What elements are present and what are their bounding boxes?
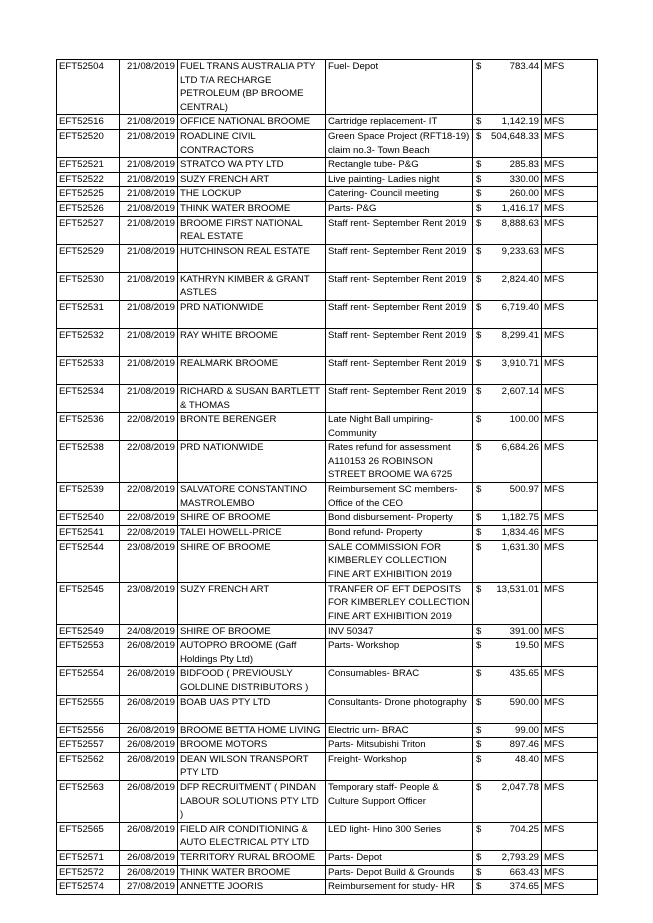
payment-amount: 6,719.40 bbox=[484, 300, 542, 328]
payment-description: Staff rent- September Rent 2019 bbox=[326, 300, 473, 328]
payment-ref: EFT52553 bbox=[57, 639, 120, 667]
payment-description: Staff rent- September Rent 2019 bbox=[326, 244, 473, 272]
payment-amount: 2,047.78 bbox=[484, 781, 542, 823]
fund-code: MFS bbox=[542, 511, 598, 526]
payment-amount: 8,888.63 bbox=[484, 216, 542, 244]
currency-symbol: $ bbox=[473, 356, 484, 384]
table-row bbox=[57, 413, 598, 441]
payment-ref: EFT52571 bbox=[57, 850, 120, 865]
table-row bbox=[57, 158, 598, 173]
currency-symbol: $ bbox=[473, 187, 484, 202]
payment-amount: 2,607.14 bbox=[484, 384, 542, 412]
payment-amount: 1,631.30 bbox=[484, 540, 542, 582]
currency-symbol: $ bbox=[473, 272, 484, 300]
payee-name: FIELD AIR CONDITIONING & AUTO ELECTRICAL PTY LTD bbox=[178, 822, 326, 850]
fund-code: MFS bbox=[542, 384, 598, 412]
table-row bbox=[57, 356, 598, 384]
payee-name: AUTOPRO BROOME (Gaff Holdings Pty Ltd) bbox=[178, 639, 326, 667]
table-row bbox=[57, 172, 598, 187]
payment-date: 21/08/2019 bbox=[120, 129, 178, 157]
payment-amount: 48.40 bbox=[484, 752, 542, 780]
payment-date: 22/08/2019 bbox=[120, 483, 178, 511]
payment-description: Staff rent- September Rent 2019 bbox=[326, 272, 473, 300]
table-row bbox=[57, 624, 598, 639]
payee-name: SUZY FRENCH ART bbox=[178, 172, 326, 187]
payment-amount: 13,531.01 bbox=[484, 582, 542, 624]
payment-description: Consumables- BRAC bbox=[326, 667, 473, 695]
payment-date: 21/08/2019 bbox=[120, 216, 178, 244]
table-row bbox=[57, 582, 598, 624]
payee-name: BROOME FIRST NATIONAL REAL ESTATE bbox=[178, 216, 326, 244]
payee-name: SALVATORE CONSTANTINO MASTROLEMBO bbox=[178, 483, 326, 511]
fund-code: MFS bbox=[542, 158, 598, 173]
table-row bbox=[57, 639, 598, 667]
payment-ref: EFT52541 bbox=[57, 526, 120, 541]
table-row bbox=[57, 511, 598, 526]
payment-ref: EFT52574 bbox=[57, 880, 120, 895]
payment-date: 26/08/2019 bbox=[120, 822, 178, 850]
payment-date: 27/08/2019 bbox=[120, 880, 178, 895]
payment-description: Consultants- Drone photography bbox=[326, 695, 473, 723]
fund-code: MFS bbox=[542, 216, 598, 244]
fund-code: MFS bbox=[542, 172, 598, 187]
currency-symbol: $ bbox=[473, 695, 484, 723]
payment-ref: EFT52534 bbox=[57, 384, 120, 412]
table-row bbox=[57, 865, 598, 880]
table-row bbox=[57, 526, 598, 541]
payment-ref: EFT52525 bbox=[57, 187, 120, 202]
currency-symbol: $ bbox=[473, 511, 484, 526]
payment-ref: EFT52527 bbox=[57, 216, 120, 244]
payment-date: 26/08/2019 bbox=[120, 639, 178, 667]
currency-symbol: $ bbox=[473, 822, 484, 850]
currency-symbol: $ bbox=[473, 667, 484, 695]
payment-description: TRANFER OF EFT DEPOSITS FOR KIMBERLEY COLLECTION FINE ART EXHIBITION 2019 bbox=[326, 582, 473, 624]
payment-date: 26/08/2019 bbox=[120, 695, 178, 723]
payment-date: 23/08/2019 bbox=[120, 540, 178, 582]
payment-date: 26/08/2019 bbox=[120, 667, 178, 695]
table-row bbox=[57, 738, 598, 753]
payee-name: RICHARD & SUSAN BARTLETT & THOMAS bbox=[178, 384, 326, 412]
payment-ref: EFT52563 bbox=[57, 781, 120, 823]
payment-amount: 1,182.75 bbox=[484, 511, 542, 526]
payment-ref: EFT52521 bbox=[57, 158, 120, 173]
payment-amount: 6,684.26 bbox=[484, 441, 542, 483]
fund-code: MFS bbox=[542, 752, 598, 780]
payment-ref: EFT52516 bbox=[57, 115, 120, 130]
payment-description: Parts- Mitsubishi Triton bbox=[326, 738, 473, 753]
payment-description: Reimbursement for study- HR bbox=[326, 880, 473, 895]
table-row bbox=[57, 822, 598, 850]
table-row bbox=[57, 850, 598, 865]
payment-date: 21/08/2019 bbox=[120, 115, 178, 130]
currency-symbol: $ bbox=[473, 244, 484, 272]
payee-name: BROOME BETTA HOME LIVING bbox=[178, 723, 326, 738]
currency-symbol: $ bbox=[473, 441, 484, 483]
payment-ref: EFT52565 bbox=[57, 822, 120, 850]
table-row bbox=[57, 781, 598, 823]
payment-description: Staff rent- September Rent 2019 bbox=[326, 356, 473, 384]
payment-amount: 3,910.71 bbox=[484, 356, 542, 384]
currency-symbol: $ bbox=[473, 115, 484, 130]
currency-symbol: $ bbox=[473, 582, 484, 624]
payment-description: Parts- P&G bbox=[326, 201, 473, 216]
payment-date: 21/08/2019 bbox=[120, 172, 178, 187]
payee-name: TALEI HOWELL-PRICE bbox=[178, 526, 326, 541]
payment-amount: 260.00 bbox=[484, 187, 542, 202]
fund-code: MFS bbox=[542, 441, 598, 483]
payment-ref: EFT52531 bbox=[57, 300, 120, 328]
payee-name: RAY WHITE BROOME bbox=[178, 328, 326, 356]
payment-date: 22/08/2019 bbox=[120, 526, 178, 541]
payee-name: SHIRE OF BROOME bbox=[178, 624, 326, 639]
payments-table bbox=[56, 59, 598, 895]
payment-date: 21/08/2019 bbox=[120, 158, 178, 173]
payment-description: Staff rent- September Rent 2019 bbox=[326, 328, 473, 356]
currency-symbol: $ bbox=[473, 201, 484, 216]
fund-code: MFS bbox=[542, 880, 598, 895]
currency-symbol: $ bbox=[473, 328, 484, 356]
payment-ref: EFT52557 bbox=[57, 738, 120, 753]
currency-symbol: $ bbox=[473, 129, 484, 157]
fund-code: MFS bbox=[542, 624, 598, 639]
payment-date: 23/08/2019 bbox=[120, 582, 178, 624]
payment-amount: 1,834.46 bbox=[484, 526, 542, 541]
payment-amount: 285.83 bbox=[484, 158, 542, 173]
payments-sheet bbox=[56, 59, 598, 895]
payment-amount: 663.43 bbox=[484, 865, 542, 880]
currency-symbol: $ bbox=[473, 624, 484, 639]
payment-amount: 704.25 bbox=[484, 822, 542, 850]
payment-description: Parts- Depot bbox=[326, 850, 473, 865]
payee-name: SUZY FRENCH ART bbox=[178, 582, 326, 624]
payment-date: 21/08/2019 bbox=[120, 300, 178, 328]
fund-code: MFS bbox=[542, 865, 598, 880]
fund-code: MFS bbox=[542, 328, 598, 356]
table-row bbox=[57, 60, 598, 115]
payment-amount: 783.44 bbox=[484, 60, 542, 115]
payment-ref: EFT52545 bbox=[57, 582, 120, 624]
payment-amount: 435.65 bbox=[484, 667, 542, 695]
payment-amount: 100.00 bbox=[484, 413, 542, 441]
payment-date: 21/08/2019 bbox=[120, 201, 178, 216]
currency-symbol: $ bbox=[473, 723, 484, 738]
table-row bbox=[57, 328, 598, 356]
payment-amount: 99.00 bbox=[484, 723, 542, 738]
fund-code: MFS bbox=[542, 129, 598, 157]
fund-code: MFS bbox=[542, 695, 598, 723]
fund-code: MFS bbox=[542, 483, 598, 511]
payment-date: 21/08/2019 bbox=[120, 384, 178, 412]
payee-name: HUTCHINSON REAL ESTATE bbox=[178, 244, 326, 272]
payment-ref: EFT52533 bbox=[57, 356, 120, 384]
currency-symbol: $ bbox=[473, 865, 484, 880]
fund-code: MFS bbox=[542, 60, 598, 115]
payee-name: BIDFOOD ( PREVIOUSLY GOLDLINE DISTRIBUTORS ) bbox=[178, 667, 326, 695]
payment-date: 21/08/2019 bbox=[120, 356, 178, 384]
payment-ref: EFT52562 bbox=[57, 752, 120, 780]
currency-symbol: $ bbox=[473, 738, 484, 753]
payment-description: Bond refund- Property bbox=[326, 526, 473, 541]
payment-ref: EFT52556 bbox=[57, 723, 120, 738]
payment-date: 26/08/2019 bbox=[120, 781, 178, 823]
payment-ref: EFT52549 bbox=[57, 624, 120, 639]
payment-date: 21/08/2019 bbox=[120, 244, 178, 272]
payment-ref: EFT52572 bbox=[57, 865, 120, 880]
currency-symbol: $ bbox=[473, 483, 484, 511]
currency-symbol: $ bbox=[473, 752, 484, 780]
currency-symbol: $ bbox=[473, 850, 484, 865]
payee-name: FUEL TRANS AUSTRALIA PTY LTD T/A RECHARGE PETROLEUM (BP BROOME CENTRAL) bbox=[178, 60, 326, 115]
fund-code: MFS bbox=[542, 822, 598, 850]
fund-code: MFS bbox=[542, 413, 598, 441]
payee-name: BROOME MOTORS bbox=[178, 738, 326, 753]
currency-symbol: $ bbox=[473, 540, 484, 582]
payment-amount: 2,793.29 bbox=[484, 850, 542, 865]
payment-description: Rates refund for assessment A110153 26 ROBINSON STREET BROOME WA 6725 bbox=[326, 441, 473, 483]
table-row bbox=[57, 115, 598, 130]
payment-description: Rectangle tube- P&G bbox=[326, 158, 473, 173]
fund-code: MFS bbox=[542, 115, 598, 130]
currency-symbol: $ bbox=[473, 413, 484, 441]
table-row bbox=[57, 723, 598, 738]
table-row bbox=[57, 384, 598, 412]
payment-ref: EFT52539 bbox=[57, 483, 120, 511]
currency-symbol: $ bbox=[473, 60, 484, 115]
currency-symbol: $ bbox=[473, 526, 484, 541]
payee-name: ANNETTE JOORIS bbox=[178, 880, 326, 895]
payment-date: 26/08/2019 bbox=[120, 865, 178, 880]
table-row bbox=[57, 187, 598, 202]
payee-name: DFP RECRUITMENT ( PINDAN LABOUR SOLUTIONS PTY LTD ) bbox=[178, 781, 326, 823]
fund-code: MFS bbox=[542, 781, 598, 823]
payment-description: Late Night Ball umpiring- Community bbox=[326, 413, 473, 441]
payment-date: 21/08/2019 bbox=[120, 60, 178, 115]
table-row bbox=[57, 483, 598, 511]
payee-name: STRATCO WA PTY LTD bbox=[178, 158, 326, 173]
payment-description: Staff rent- September Rent 2019 bbox=[326, 216, 473, 244]
payment-date: 22/08/2019 bbox=[120, 413, 178, 441]
payee-name: ROADLINE CIVIL CONTRACTORS bbox=[178, 129, 326, 157]
fund-code: MFS bbox=[542, 738, 598, 753]
table-row bbox=[57, 244, 598, 272]
payment-amount: 19.50 bbox=[484, 639, 542, 667]
payment-ref: EFT52538 bbox=[57, 441, 120, 483]
payment-description: Cartridge replacement- IT bbox=[326, 115, 473, 130]
payee-name: SHIRE OF BROOME bbox=[178, 540, 326, 582]
payment-date: 22/08/2019 bbox=[120, 511, 178, 526]
payment-ref: EFT52532 bbox=[57, 328, 120, 356]
payment-date: 22/08/2019 bbox=[120, 441, 178, 483]
payment-date: 26/08/2019 bbox=[120, 738, 178, 753]
payment-description: Staff rent- September Rent 2019 bbox=[326, 384, 473, 412]
currency-symbol: $ bbox=[473, 781, 484, 823]
currency-symbol: $ bbox=[473, 300, 484, 328]
payment-amount: 897.46 bbox=[484, 738, 542, 753]
currency-symbol: $ bbox=[473, 216, 484, 244]
table-row bbox=[57, 300, 598, 328]
payment-date: 26/08/2019 bbox=[120, 850, 178, 865]
payment-date: 24/08/2019 bbox=[120, 624, 178, 639]
table-row bbox=[57, 540, 598, 582]
currency-symbol: $ bbox=[473, 384, 484, 412]
payee-name: OFFICE NATIONAL BROOME bbox=[178, 115, 326, 130]
currency-symbol: $ bbox=[473, 880, 484, 895]
payment-description: LED light- Hino 300 Series bbox=[326, 822, 473, 850]
payment-date: 21/08/2019 bbox=[120, 328, 178, 356]
payment-amount: 590.00 bbox=[484, 695, 542, 723]
table-row bbox=[57, 752, 598, 780]
fund-code: MFS bbox=[542, 540, 598, 582]
payment-date: 26/08/2019 bbox=[120, 723, 178, 738]
currency-symbol: $ bbox=[473, 172, 484, 187]
table-row bbox=[57, 667, 598, 695]
fund-code: MFS bbox=[542, 850, 598, 865]
payment-amount: 391.00 bbox=[484, 624, 542, 639]
payee-name: PRD NATIONWIDE bbox=[178, 441, 326, 483]
payment-ref: EFT52529 bbox=[57, 244, 120, 272]
table-row bbox=[57, 201, 598, 216]
fund-code: MFS bbox=[542, 187, 598, 202]
fund-code: MFS bbox=[542, 201, 598, 216]
payment-description: Parts- Depot Build & Grounds bbox=[326, 865, 473, 880]
payment-ref: EFT52526 bbox=[57, 201, 120, 216]
payment-description: Temporary staff- People & Culture Support Officer bbox=[326, 781, 473, 823]
payment-amount: 9,233.63 bbox=[484, 244, 542, 272]
payee-name: SHIRE OF BROOME bbox=[178, 511, 326, 526]
payee-name: REALMARK BROOME bbox=[178, 356, 326, 384]
payee-name: THINK WATER BROOME bbox=[178, 201, 326, 216]
payment-ref: EFT52530 bbox=[57, 272, 120, 300]
payee-name: THE LOCKUP bbox=[178, 187, 326, 202]
table-row bbox=[57, 441, 598, 483]
fund-code: MFS bbox=[542, 723, 598, 738]
payment-ref: EFT52536 bbox=[57, 413, 120, 441]
payment-date: 21/08/2019 bbox=[120, 272, 178, 300]
payee-name: TERRITORY RURAL BROOME bbox=[178, 850, 326, 865]
payee-name: BOAB UAS PTY LTD bbox=[178, 695, 326, 723]
payments-table-body bbox=[57, 60, 598, 895]
fund-code: MFS bbox=[542, 667, 598, 695]
fund-code: MFS bbox=[542, 272, 598, 300]
table-row bbox=[57, 695, 598, 723]
table-row bbox=[57, 129, 598, 157]
payment-ref: EFT52540 bbox=[57, 511, 120, 526]
payment-description: Reimbursement SC members- Office of the CEO bbox=[326, 483, 473, 511]
fund-code: MFS bbox=[542, 356, 598, 384]
payment-amount: 500.97 bbox=[484, 483, 542, 511]
payment-ref: EFT52520 bbox=[57, 129, 120, 157]
payment-description: Catering- Council meeting bbox=[326, 187, 473, 202]
currency-symbol: $ bbox=[473, 158, 484, 173]
payment-description: SALE COMMISSION FOR KIMBERLEY COLLECTION FINE ART EXHIBITION 2019 bbox=[326, 540, 473, 582]
payment-ref: EFT52522 bbox=[57, 172, 120, 187]
payment-amount: 1,142.19 bbox=[484, 115, 542, 130]
fund-code: MFS bbox=[542, 300, 598, 328]
payee-name: DEAN WILSON TRANSPORT PTY LTD bbox=[178, 752, 326, 780]
payee-name: KATHRYN KIMBER & GRANT ASTLES bbox=[178, 272, 326, 300]
fund-code: MFS bbox=[542, 639, 598, 667]
fund-code: MFS bbox=[542, 582, 598, 624]
fund-code: MFS bbox=[542, 526, 598, 541]
payment-amount: 504,648.33 bbox=[484, 129, 542, 157]
payment-amount: 8,299.41 bbox=[484, 328, 542, 356]
payee-name: BRONTE BERENGER bbox=[178, 413, 326, 441]
payment-description: Electric urn- BRAC bbox=[326, 723, 473, 738]
payment-description: Parts- Workshop bbox=[326, 639, 473, 667]
payment-ref: EFT52555 bbox=[57, 695, 120, 723]
payment-amount: 2,824.40 bbox=[484, 272, 542, 300]
payment-date: 26/08/2019 bbox=[120, 752, 178, 780]
currency-symbol: $ bbox=[473, 639, 484, 667]
payment-description: Green Space Project (RFT18-19) claim no.3- Town Beach bbox=[326, 129, 473, 157]
payment-ref: EFT52544 bbox=[57, 540, 120, 582]
payment-amount: 374.65 bbox=[484, 880, 542, 895]
payment-date: 21/08/2019 bbox=[120, 187, 178, 202]
payment-description: Bond disbursement- Property bbox=[326, 511, 473, 526]
table-row bbox=[57, 880, 598, 895]
table-row bbox=[57, 216, 598, 244]
table-row bbox=[57, 272, 598, 300]
payment-ref: EFT52504 bbox=[57, 60, 120, 115]
payment-ref: EFT52554 bbox=[57, 667, 120, 695]
payment-description: Freight- Workshop bbox=[326, 752, 473, 780]
fund-code: MFS bbox=[542, 244, 598, 272]
payment-amount: 1,416.17 bbox=[484, 201, 542, 216]
payment-description: Fuel- Depot bbox=[326, 60, 473, 115]
payee-name: PRD NATIONWIDE bbox=[178, 300, 326, 328]
payment-description: INV 50347 bbox=[326, 624, 473, 639]
payment-description: Live painting- Ladies night bbox=[326, 172, 473, 187]
payment-amount: 330.00 bbox=[484, 172, 542, 187]
payee-name: THINK WATER BROOME bbox=[178, 865, 326, 880]
